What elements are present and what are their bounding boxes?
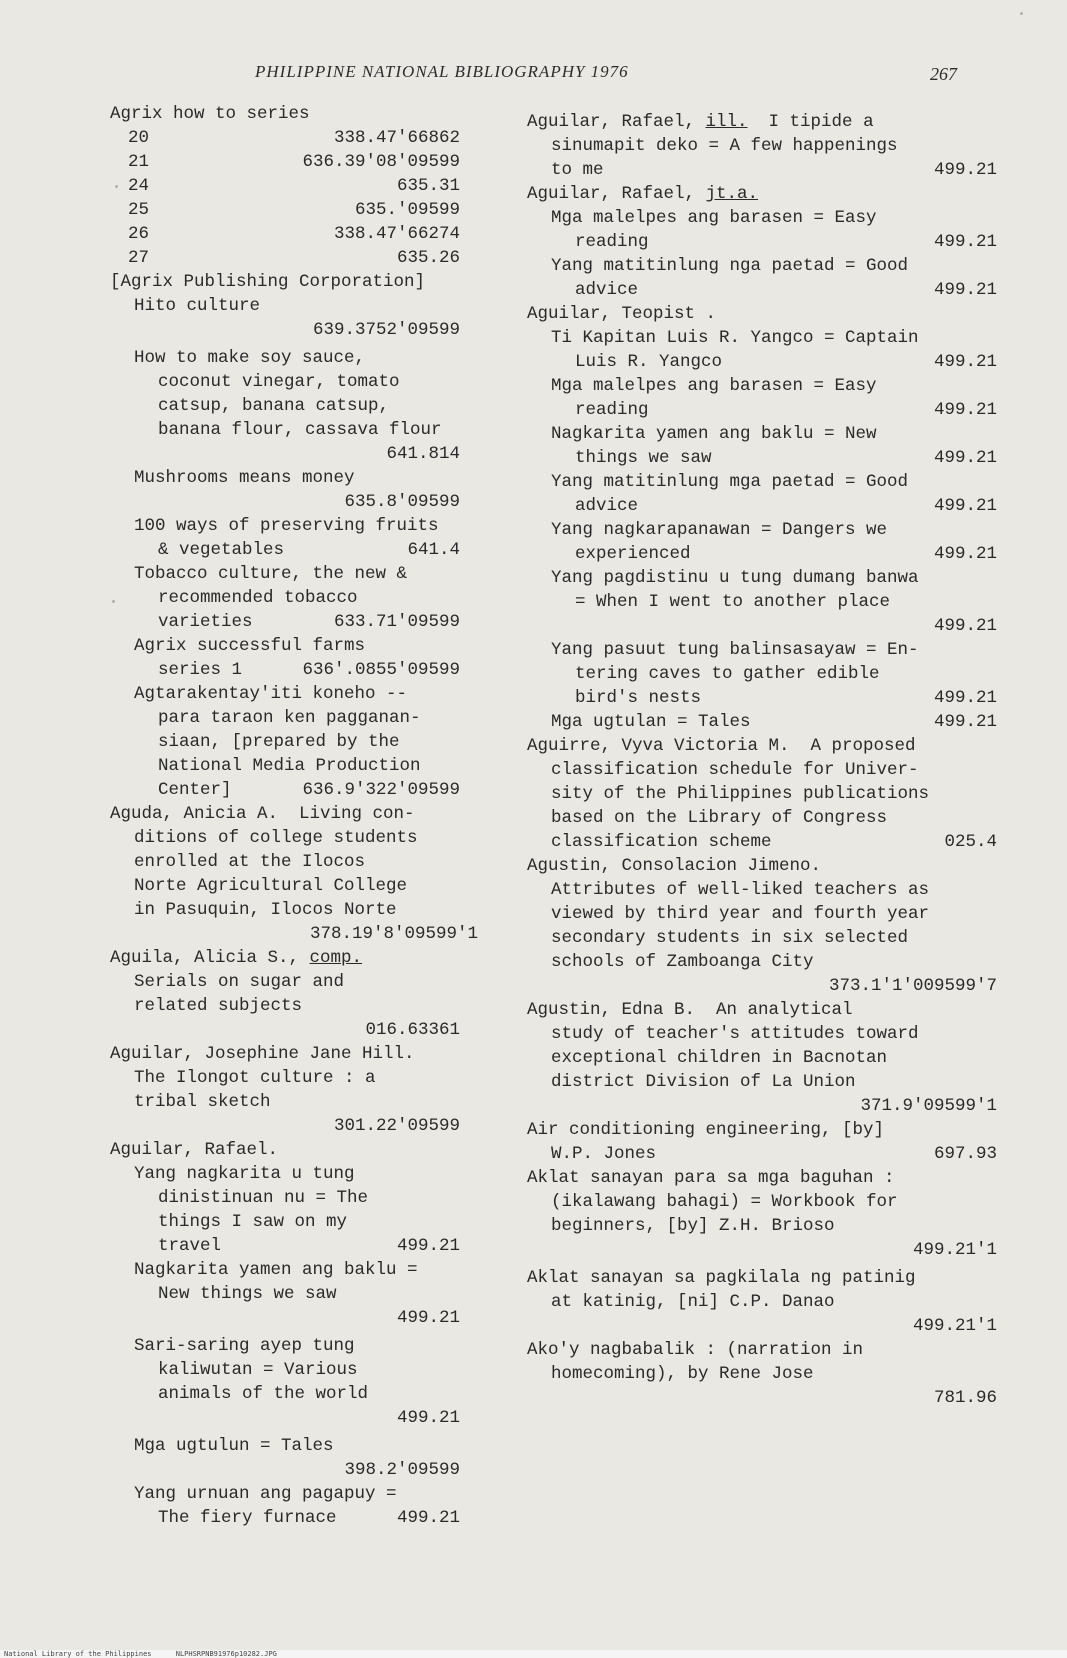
- title-line: bird's nests 499.21: [575, 688, 997, 708]
- entry-heading: Aklat sanayan sa pagkilala ng patinig: [527, 1268, 916, 1288]
- series-item: [110, 150, 490, 174]
- title-line: National Media Production: [158, 756, 421, 776]
- entry-heading: Air conditioning engineering, [by]: [527, 1120, 885, 1140]
- call-number: 635.26: [396, 248, 460, 268]
- entry-aklat-sanayan-2: [527, 1266, 997, 1338]
- call-row: [110, 922, 490, 946]
- entry-air-conditioning: [527, 1118, 997, 1166]
- entry-aguilar-josephine: [110, 1042, 490, 1138]
- title-line: How to make soy sauce,: [134, 348, 366, 368]
- entry-aguda: [110, 802, 490, 946]
- footer-filename: NLPHSRPNB91976p10282.JPG: [175, 1650, 277, 1658]
- entry-ako-y-nagbabalik: [527, 1338, 997, 1410]
- entry-agtarakentay: [110, 682, 490, 802]
- title-line: experienced 499.21: [575, 544, 997, 564]
- entry-heading: Aklat sanayan para sa mga baguhan :: [527, 1168, 895, 1188]
- page-number: 267: [930, 64, 957, 84]
- series-item: [110, 174, 490, 198]
- title-line: things we saw 499.21: [575, 448, 997, 468]
- title-line: Yang nagkarapanawan = Dangers we: [551, 520, 888, 540]
- role-abbrev: comp.: [309, 948, 363, 968]
- series-number: 25: [128, 200, 150, 220]
- title-line: district Division of La Union: [551, 1072, 856, 1092]
- call-row: [527, 1386, 997, 1410]
- call-number: 398.2'09599: [344, 1460, 460, 1480]
- title-line: Nagkarita yamen ang baklu =: [134, 1260, 418, 1280]
- title-line: related subjects: [134, 996, 303, 1016]
- title-line: to me 499.21: [551, 160, 997, 180]
- title-line: Yang matitinlung mga paetad = Good: [551, 472, 909, 492]
- title-line: The fiery furnace 499.21: [158, 1508, 460, 1528]
- call-number: 641.814: [386, 444, 460, 464]
- call-number: 373.1'1'009599'7: [828, 976, 997, 996]
- call-row: [527, 974, 997, 998]
- call-number: 499.21: [933, 544, 997, 564]
- title-line: Ti Kapitan Luis R. Yangco = Captain: [551, 328, 919, 348]
- call-number: 499.21: [933, 688, 997, 708]
- call-number: 338.47'66862: [333, 128, 460, 148]
- call-number: 016.63361: [365, 1020, 460, 1040]
- call-number: 499.21: [933, 616, 997, 636]
- entry-heading: Aguilar, Rafael, ill. I tipide a: [527, 112, 874, 132]
- call-row: [527, 1094, 997, 1118]
- title-line: study of teacher's attitudes toward: [551, 1024, 919, 1044]
- title-line: 100 ways of preserving fruits: [134, 516, 439, 536]
- title-line: The Ilongot culture : a: [134, 1068, 376, 1088]
- call-row: [110, 490, 490, 514]
- call-number: 499.21: [933, 400, 997, 420]
- call-row: [110, 318, 490, 342]
- entry-heading: [Agrix Publishing Corporation]: [110, 272, 426, 292]
- role-abbrev: jt.a.: [705, 184, 759, 204]
- title-line: Mga malelpes ang barasen = Easy: [551, 208, 877, 228]
- title-line: advice 499.21: [575, 496, 997, 516]
- title-line: beginners, [by] Z.H. Brioso: [551, 1216, 835, 1236]
- title-line: things I saw on my: [158, 1212, 348, 1232]
- right-column: [527, 110, 997, 1410]
- series-item: [110, 198, 490, 222]
- entry-aguirre: [527, 734, 997, 854]
- title-line: Center] 636.9'322'09599: [158, 780, 460, 800]
- entry-aguilar-teopist: [527, 302, 997, 734]
- entry-heading: Aguilar, Rafael, jt.a.: [527, 184, 759, 204]
- footer-library: National Library of the Philippines: [4, 1650, 152, 1658]
- title-line: & vegetables 641.4: [158, 540, 460, 560]
- title-line: viewed by third year and fourth year: [551, 904, 930, 924]
- title-line: Norte Agricultural College: [134, 876, 408, 896]
- title-line: secondary students in six selected: [551, 928, 909, 948]
- call-number: 499.21: [933, 160, 997, 180]
- entry-agustin-edna: [527, 998, 997, 1118]
- entry-aguilar-ill: [527, 110, 997, 182]
- title-line: based on the Library of Congress: [551, 808, 888, 828]
- entry-heading: Agustin, Consolacion Jimeno.: [527, 856, 822, 876]
- title-line: Mushrooms means money: [134, 468, 355, 488]
- title-line: Attributes of well-liked teachers as: [551, 880, 930, 900]
- series-number: 20: [128, 128, 150, 148]
- series-number: 24: [128, 176, 150, 196]
- series-item: [110, 126, 490, 150]
- call-number: 499.21: [396, 1308, 460, 1328]
- title-line: enrolled at the Ilocos: [134, 852, 366, 872]
- entry-aguilar-rafael: [110, 1138, 490, 1530]
- title-line: homecoming), by Rene Jose: [551, 1364, 814, 1384]
- call-number: 301.22'09599: [333, 1116, 460, 1136]
- entry-heading: Aguilar, Teopist .: [527, 304, 717, 324]
- title-line: Tobacco culture, the new &: [134, 564, 408, 584]
- scan-speck: [112, 600, 115, 603]
- entry-heading: Agrix how to series: [110, 104, 310, 124]
- title-line: catsup, banana catsup,: [158, 396, 390, 416]
- title-line: sity of the Philippines publications: [551, 784, 930, 804]
- entry-agustin-consolacion: [527, 854, 997, 998]
- entry-agrix-series: [110, 102, 490, 270]
- call-row: [527, 614, 997, 638]
- title-line: recommended tobacco: [158, 588, 358, 608]
- title-line: Yang pagdistinu u tung dumang banwa: [551, 568, 919, 588]
- call-number: 025.4: [944, 832, 997, 852]
- call-number: 499.21: [396, 1508, 460, 1528]
- title-line: kaliwutan = Various: [158, 1360, 358, 1380]
- call-number: 499.21: [933, 448, 997, 468]
- call-number: 499.21: [933, 280, 997, 300]
- call-number: 635.8'09599: [344, 492, 460, 512]
- call-number: 639.3752'09599: [312, 320, 460, 340]
- entry-heading: Aguirre, Vyva Victoria M. A proposed: [527, 736, 916, 756]
- call-number: 633.71'09599: [333, 612, 460, 632]
- title-line: tering caves to gather edible: [575, 664, 880, 684]
- role-abbrev: ill.: [705, 112, 748, 132]
- title-line: exceptional children in Bacnotan: [551, 1048, 888, 1068]
- call-number: 781.96: [933, 1388, 997, 1408]
- call-number: 636.9'322'09599: [302, 780, 460, 800]
- title-line: sinumapit deko = A few happenings: [551, 136, 898, 156]
- call-number: 641.4: [407, 540, 460, 560]
- title-line: (ikalawang bahagi) = Workbook for: [551, 1192, 898, 1212]
- call-number: 499.21: [933, 232, 997, 252]
- title-line: series 1 636'.0855'09599: [158, 660, 460, 680]
- title-line: tribal sketch: [134, 1092, 271, 1112]
- title-line: animals of the world: [158, 1384, 369, 1404]
- title-line: siaan, [prepared by the: [158, 732, 400, 752]
- title-line: ditions of college students: [134, 828, 418, 848]
- title-line: Agtarakentay'iti koneho --: [134, 684, 408, 704]
- title-line: travel 499.21: [158, 1236, 460, 1256]
- entry-heading: Aguda, Anicia A. Living con-: [110, 804, 415, 824]
- series-number: 27: [128, 248, 150, 268]
- title-line: Sari-saring ayep tung: [134, 1336, 355, 1356]
- series-item: [110, 246, 490, 270]
- call-row: [110, 1458, 490, 1482]
- call-number: 371.9'09599'1: [860, 1096, 997, 1116]
- title-line: varieties 633.71'09599: [158, 612, 460, 632]
- title-line: New things we saw: [158, 1284, 337, 1304]
- title-line: Nagkarita yamen ang baklu = New: [551, 424, 877, 444]
- call-number: 499.21: [396, 1408, 460, 1428]
- entry-heading: Aguilar, Josephine Jane Hill.: [110, 1044, 415, 1064]
- series-number: 26: [128, 224, 150, 244]
- call-row: [110, 1406, 490, 1430]
- title-line: banana flour, cassava flour: [158, 420, 442, 440]
- call-number: 499.21'1: [912, 1240, 997, 1260]
- title-line: Luis R. Yangco 499.21: [575, 352, 997, 372]
- title-line: schools of Zamboanga City: [551, 952, 814, 972]
- title-line: dinistinuan nu = The: [158, 1188, 369, 1208]
- call-number: 635.31: [396, 176, 460, 196]
- scan-footer: [0, 1650, 1067, 1658]
- title-line: Agrix successful farms: [134, 636, 366, 656]
- call-number: 338.47'66274: [333, 224, 460, 244]
- call-row: [110, 1018, 490, 1042]
- title-line: Mga ugtulun = Tales: [134, 1436, 334, 1456]
- series-number: 21: [128, 152, 150, 172]
- title-line: Yang nagkarita u tung: [134, 1164, 355, 1184]
- call-row: [110, 1114, 490, 1138]
- call-number: 499.21: [396, 1236, 460, 1256]
- entry-aklat-sanayan-1: [527, 1166, 997, 1266]
- call-number: 499.21: [933, 496, 997, 516]
- title-line: reading 499.21: [575, 232, 997, 252]
- call-number: 499.21: [933, 352, 997, 372]
- title-line: coconut vinegar, tomato: [158, 372, 400, 392]
- title-line: = When I went to another place: [575, 592, 891, 612]
- call-row: [110, 442, 490, 466]
- title-line: at katinig, [ni] C.P. Danao: [551, 1292, 835, 1312]
- entry-heading: Aguilar, Rafael.: [110, 1140, 279, 1160]
- title-line: Yang matitinlung nga paetad = Good: [551, 256, 909, 276]
- title-line: W.P. Jones 697.93: [551, 1144, 997, 1164]
- call-number: 635.'09599: [354, 200, 460, 220]
- title-line: classification schedule for Univer-: [551, 760, 919, 780]
- title-line: advice 499.21: [575, 280, 997, 300]
- call-row: [110, 1306, 490, 1330]
- call-number: 697.93: [933, 1144, 997, 1164]
- left-column: [110, 102, 490, 1530]
- title-line: Mga ugtulan = Tales 499.21: [551, 712, 997, 732]
- call-number: 499.21: [933, 712, 997, 732]
- entry-heading: Ako'y nagbabalik : (narration in: [527, 1340, 864, 1360]
- scan-speck: [115, 185, 118, 188]
- title-line: Yang pasuut tung balinsasayaw = En-: [551, 640, 919, 660]
- call-row: [527, 1314, 997, 1338]
- scan-speck: [1020, 12, 1023, 15]
- entry-aguilar-jta: [527, 182, 997, 302]
- call-number: 378.19'8'09599'1: [309, 924, 478, 944]
- page-header-title: PHILIPPINE NATIONAL BIBLIOGRAPHY 1976: [255, 62, 629, 81]
- title-line: reading 499.21: [575, 400, 997, 420]
- call-number: 499.21'1: [912, 1316, 997, 1336]
- title-line: para taraon ken pagganan-: [158, 708, 421, 728]
- entry-agrix-publishing: [110, 270, 490, 682]
- entry-heading: Agustin, Edna B. An analytical: [527, 1000, 853, 1020]
- call-number: 636.39'08'09599: [302, 152, 460, 172]
- title-line: Hito culture: [134, 296, 261, 316]
- title-line: Yang urnuan ang pagapuy =: [134, 1484, 397, 1504]
- entry-heading: Aguila, Alicia S., comp.: [110, 948, 363, 968]
- series-item: [110, 222, 490, 246]
- entry-aguila: [110, 946, 490, 1042]
- call-row: [527, 1238, 997, 1262]
- title-line: classification scheme 025.4: [551, 832, 997, 852]
- call-number: 636'.0855'09599: [302, 660, 460, 680]
- title-line: in Pasuquin, Ilocos Norte: [134, 900, 397, 920]
- title-line: Mga malelpes ang barasen = Easy: [551, 376, 877, 396]
- title-line: Serials on sugar and: [134, 972, 345, 992]
